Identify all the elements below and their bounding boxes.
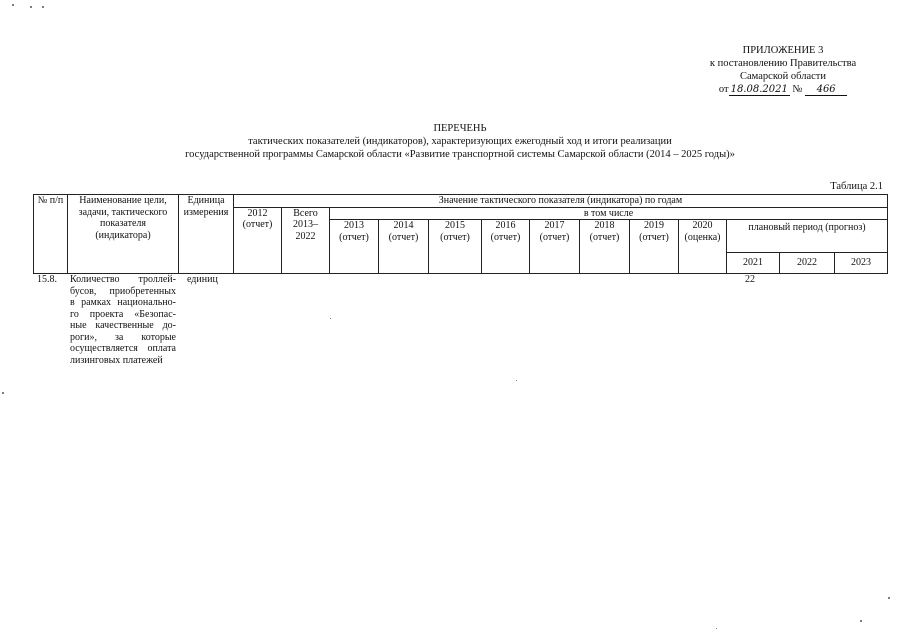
header-2013-type: (отчет) xyxy=(339,231,369,243)
row-value-2021: 22 xyxy=(745,274,755,285)
heading-title: ПЕРЕЧЕНЬ xyxy=(433,123,487,134)
row-number: 15.8. xyxy=(37,274,57,285)
scan-speck xyxy=(12,4,14,6)
row-name-line-5: ные качественные до- xyxy=(70,320,176,331)
header-2019 xyxy=(630,220,679,274)
table-number: Таблица 2.1 xyxy=(830,181,883,192)
scan-speck xyxy=(888,597,890,599)
header-2015-year: 2015 xyxy=(445,220,465,231)
header-col-num xyxy=(34,195,68,274)
indicators-table xyxy=(33,194,888,274)
header-2021 xyxy=(727,253,780,274)
handwritten-date: 18.08.2021 xyxy=(730,84,788,95)
header-total-line-1: Всего xyxy=(293,207,318,219)
appendix-block xyxy=(683,44,883,96)
header-2016 xyxy=(482,220,530,274)
number-label: № xyxy=(792,84,803,95)
row-unit: единиц xyxy=(187,274,218,285)
appendix-reference: к постановлению Правительства xyxy=(709,58,857,69)
handwritten-number: 466 xyxy=(805,84,847,96)
heading-program: государственной программы Самарской области «Развитие транспортной системы Самарской области (2014 – 2025 годы)» xyxy=(185,149,735,160)
header-name-line-2: задачи, тактического xyxy=(78,206,168,218)
header-2013 xyxy=(330,220,379,274)
header-2012-type: (отчет) xyxy=(242,219,273,230)
header-values-text: Значение тактического показателя (индикатора) по годам xyxy=(438,195,683,206)
header-2023 xyxy=(835,253,888,274)
header-2018 xyxy=(580,220,630,274)
row-name-line-6: роги», за которые xyxy=(70,331,176,343)
header-2018-year: 2018 xyxy=(594,220,615,231)
header-2012 xyxy=(234,207,282,274)
scan-speck xyxy=(330,318,331,319)
header-2020 xyxy=(679,220,727,274)
from-label: от xyxy=(718,84,729,95)
row-name-line-1: Количество троллей- xyxy=(70,274,176,285)
row-name-line-8: лизинговых платежей xyxy=(70,354,163,366)
appendix-date-line xyxy=(683,83,883,96)
header-2015 xyxy=(429,220,482,274)
header-2017-year: 2017 xyxy=(544,220,565,231)
header-2022 xyxy=(780,253,835,274)
header-unit-line-1: Единица xyxy=(187,195,225,206)
header-2017-type: (отчет) xyxy=(539,231,570,243)
row-indicator-name xyxy=(70,274,176,366)
header-2019-year: 2019 xyxy=(644,220,664,231)
header-total-line-3: 2022 xyxy=(295,230,316,242)
header-col-num-text: № п/п xyxy=(37,195,64,206)
header-name-line-4: (индикатора) xyxy=(95,229,151,241)
document-heading xyxy=(150,122,770,161)
header-name-line-3: показателя xyxy=(99,218,147,229)
scan-speck xyxy=(716,628,717,629)
header-2014 xyxy=(379,220,429,274)
row-name-line-4: го проекта «Безопас- xyxy=(70,308,176,320)
header-2014-type: (отчет) xyxy=(388,231,419,243)
header-plan-period xyxy=(727,220,888,253)
header-2019-type: (отчет) xyxy=(639,231,669,243)
row-name-line-3: в рамках национально- xyxy=(70,297,176,308)
header-col-name xyxy=(68,195,179,274)
header-total xyxy=(282,207,330,274)
header-2013-year: 2013 xyxy=(344,220,364,231)
row-name-line-7: осуществляется оплата xyxy=(70,343,176,354)
header-2021-year: 2021 xyxy=(743,257,763,269)
header-col-unit xyxy=(179,195,234,274)
scan-speck xyxy=(42,6,44,8)
header-2023-year: 2023 xyxy=(851,257,871,269)
header-2017 xyxy=(530,220,580,274)
header-values-by-year xyxy=(234,195,888,208)
header-including xyxy=(330,207,888,220)
header-2016-type: (отчет) xyxy=(490,231,521,243)
header-2020-year: 2020 xyxy=(692,220,713,231)
header-including-text: в том числе xyxy=(583,207,634,219)
scan-speck xyxy=(860,620,862,622)
header-unit-line-2: измерения xyxy=(183,206,229,218)
header-2022-year: 2022 xyxy=(797,257,817,269)
scan-speck xyxy=(30,6,32,8)
header-2014-year: 2014 xyxy=(393,220,414,231)
heading-subtitle: тактических показателей (индикаторов), характеризующих ежегодный ход и итоги реализации xyxy=(248,136,672,147)
header-total-line-2: 2013– xyxy=(293,219,318,230)
header-2018-type: (отчет) xyxy=(589,231,620,243)
header-plan-period-text: плановый период (прогноз) xyxy=(748,222,866,233)
scan-speck xyxy=(2,392,4,394)
scan-speck xyxy=(516,380,517,381)
header-2015-type: (отчет) xyxy=(440,231,470,243)
header-2020-type: (оценка) xyxy=(684,231,721,243)
row-name-line-2: бусов, приобретенных xyxy=(70,285,176,297)
appendix-region: Самарской области xyxy=(740,71,826,82)
appendix-title: ПРИЛОЖЕНИЕ 3 xyxy=(742,45,824,56)
header-name-line-1: Наименование цели, xyxy=(79,195,167,206)
header-2016-year: 2016 xyxy=(495,220,516,231)
header-2012-year: 2012 xyxy=(247,207,268,219)
